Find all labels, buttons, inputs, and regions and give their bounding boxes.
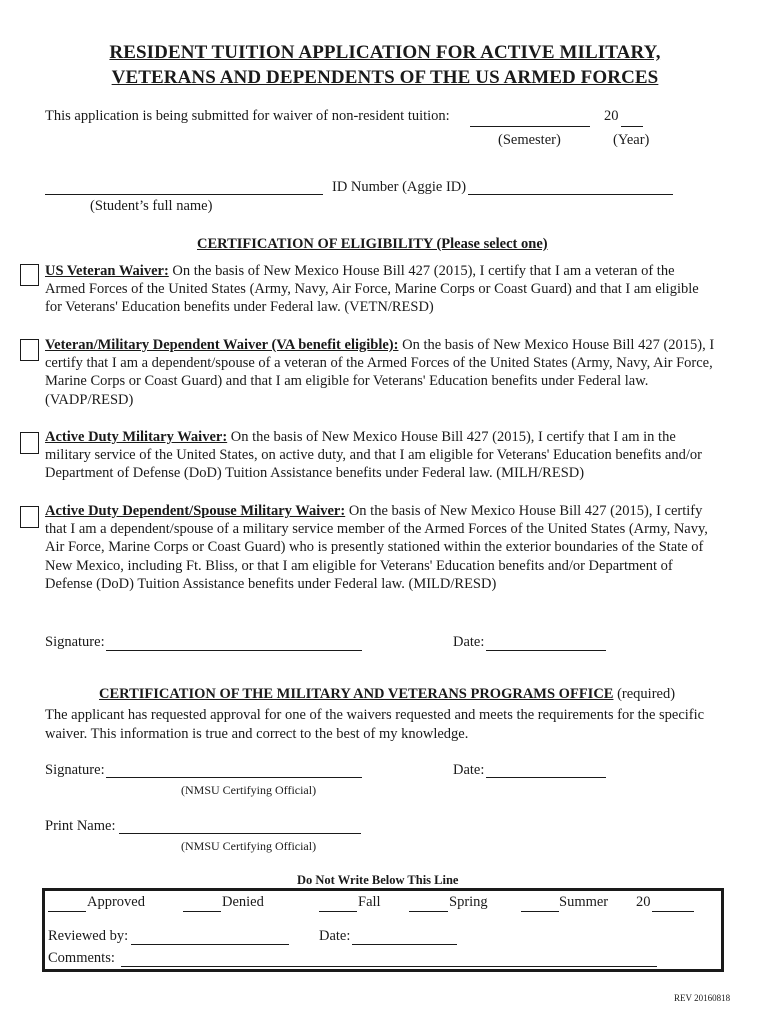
us-veteran-waiver-option: [45, 262, 717, 317]
approved-label: Approved: [87, 894, 145, 910]
spring-field[interactable]: [409, 910, 448, 912]
form-title-line-1: RESIDENT TUITION APPLICATION FOR ACTIVE MILITARY,: [109, 42, 661, 63]
reviewed-by-label: Reviewed by:: [48, 928, 129, 944]
year-prefix: 20: [604, 108, 619, 124]
print-name-label: Print Name:: [45, 818, 116, 834]
year-field[interactable]: [621, 125, 643, 127]
official-signature-field[interactable]: [106, 776, 362, 778]
student-name-caption: (Student’s full name): [90, 198, 213, 214]
us-veteran-waiver-checkbox[interactable]: [20, 264, 39, 286]
active-duty-dependent-waiver-checkbox[interactable]: [20, 506, 39, 528]
option-label: Active Duty Military Waiver:: [45, 429, 228, 445]
comments-field[interactable]: [121, 965, 657, 967]
student-name-field[interactable]: [45, 193, 323, 195]
office-year-field[interactable]: [652, 910, 694, 912]
office-use-header: Do Not Write Below This Line: [297, 873, 459, 887]
official-date-field[interactable]: [486, 776, 606, 778]
office-required-note: (required): [613, 686, 676, 702]
option-text: On the basis of New Mexico House Bill 427 (2015), I certify that I am in the military service of the United States, on active duty, and that I am eligible for Veterans' Education benefits and/or Department of Defense (DoD) Tuition Assistance benefits under Federal law. (MILH/RESD): [45, 429, 702, 482]
official-caption-2: (NMSU Certifying Official): [181, 839, 317, 853]
option-text: On the basis of New Mexico House Bill 427 (2015), I certify that I am a dependent/spouse of a veteran of the Armed Forces of the United States (Army, Navy, Air Force, Marine Corps or Coast Guard) and that I am eligible for Veterans' Education benefits under Federal law. (VADP/RESD): [45, 337, 715, 408]
year-caption: (Year): [613, 132, 650, 148]
reviewed-by-field[interactable]: [131, 943, 289, 945]
student-date-label: Date:: [453, 634, 485, 650]
active-duty-waiver-checkbox[interactable]: [20, 432, 39, 454]
id-number-field[interactable]: [468, 193, 673, 195]
intro-text: This application is being submitted for waiver of non-resident tuition:: [45, 108, 450, 124]
official-date-label: Date:: [453, 762, 485, 778]
official-signature-label: Signature:: [45, 762, 105, 778]
id-number-label: ID Number (Aggie ID): [332, 179, 467, 195]
revision-code: REV 20160818: [674, 993, 731, 1003]
student-signature-field[interactable]: [106, 649, 362, 651]
summer-label: Summer: [559, 894, 609, 910]
veteran-dependent-waiver-option: [45, 336, 717, 409]
active-duty-dependent-waiver-option: [45, 502, 717, 593]
option-label: Veteran/Military Dependent Waiver (VA benefit eligible):: [45, 337, 399, 353]
official-caption: (NMSU Certifying Official): [181, 783, 317, 797]
semester-caption: (Semester): [498, 132, 561, 148]
denied-field[interactable]: [183, 910, 221, 912]
office-heading-row: [99, 686, 675, 703]
review-date-label: Date:: [319, 928, 351, 944]
approved-field[interactable]: [48, 910, 86, 912]
comments-label: Comments:: [48, 950, 115, 966]
veteran-dependent-waiver-checkbox[interactable]: [20, 339, 39, 361]
student-date-field[interactable]: [486, 649, 606, 651]
office-year-prefix: 20: [636, 894, 651, 910]
review-date-field[interactable]: [352, 943, 457, 945]
office-heading: CERTIFICATION OF THE MILITARY AND VETERANS PROGRAMS OFFICE: [99, 686, 614, 702]
active-duty-waiver-option: [45, 428, 717, 483]
student-signature-label: Signature:: [45, 634, 105, 650]
fall-field[interactable]: [319, 910, 357, 912]
spring-label: Spring: [449, 894, 488, 910]
summer-field[interactable]: [521, 910, 559, 912]
office-body: The applicant has requested approval for one of the waivers requested and meets the requirements for the specific waiver. This information is true and correct to the best of my knowledge.: [45, 707, 705, 742]
office-use-box: [42, 888, 724, 972]
eligibility-heading: CERTIFICATION OF ELIGIBILITY (Please select one): [197, 236, 548, 252]
denied-label: Denied: [222, 894, 264, 910]
option-label: US Veteran Waiver:: [45, 263, 169, 279]
semester-field[interactable]: [470, 125, 590, 127]
form-title-line-2: VETERANS AND DEPENDENTS OF THE US ARMED FORCES: [111, 67, 659, 88]
fall-label: Fall: [358, 894, 381, 910]
option-label: Active Duty Dependent/Spouse Military Waiver:: [45, 503, 346, 519]
option-text: On the basis of New Mexico House Bill 427 (2015), I certify that I am a dependent/spouse of a military service member of the Armed Forces of the United States (Army, Navy, Air Force, Marine Corps or Coast Guard) who is presently stationed within the exterior boundaries of the State of New Mexico, including Ft. Bliss, or that I am eligible for Veterans' Education benefits and/or Department of Defense (DoD) Tuition Assistance benefits under Federal law. (MILD/RESD): [45, 503, 708, 592]
option-text: On the basis of New Mexico House Bill 427 (2015), I certify that I am a veteran of the Armed Forces of the United States (Army, Navy, Air Force, Marine Corps or Coast Guard) and that I am eligible for Veterans' Education benefits under Federal law. (VETN/RESD): [45, 263, 699, 316]
print-name-field[interactable]: [119, 832, 361, 834]
